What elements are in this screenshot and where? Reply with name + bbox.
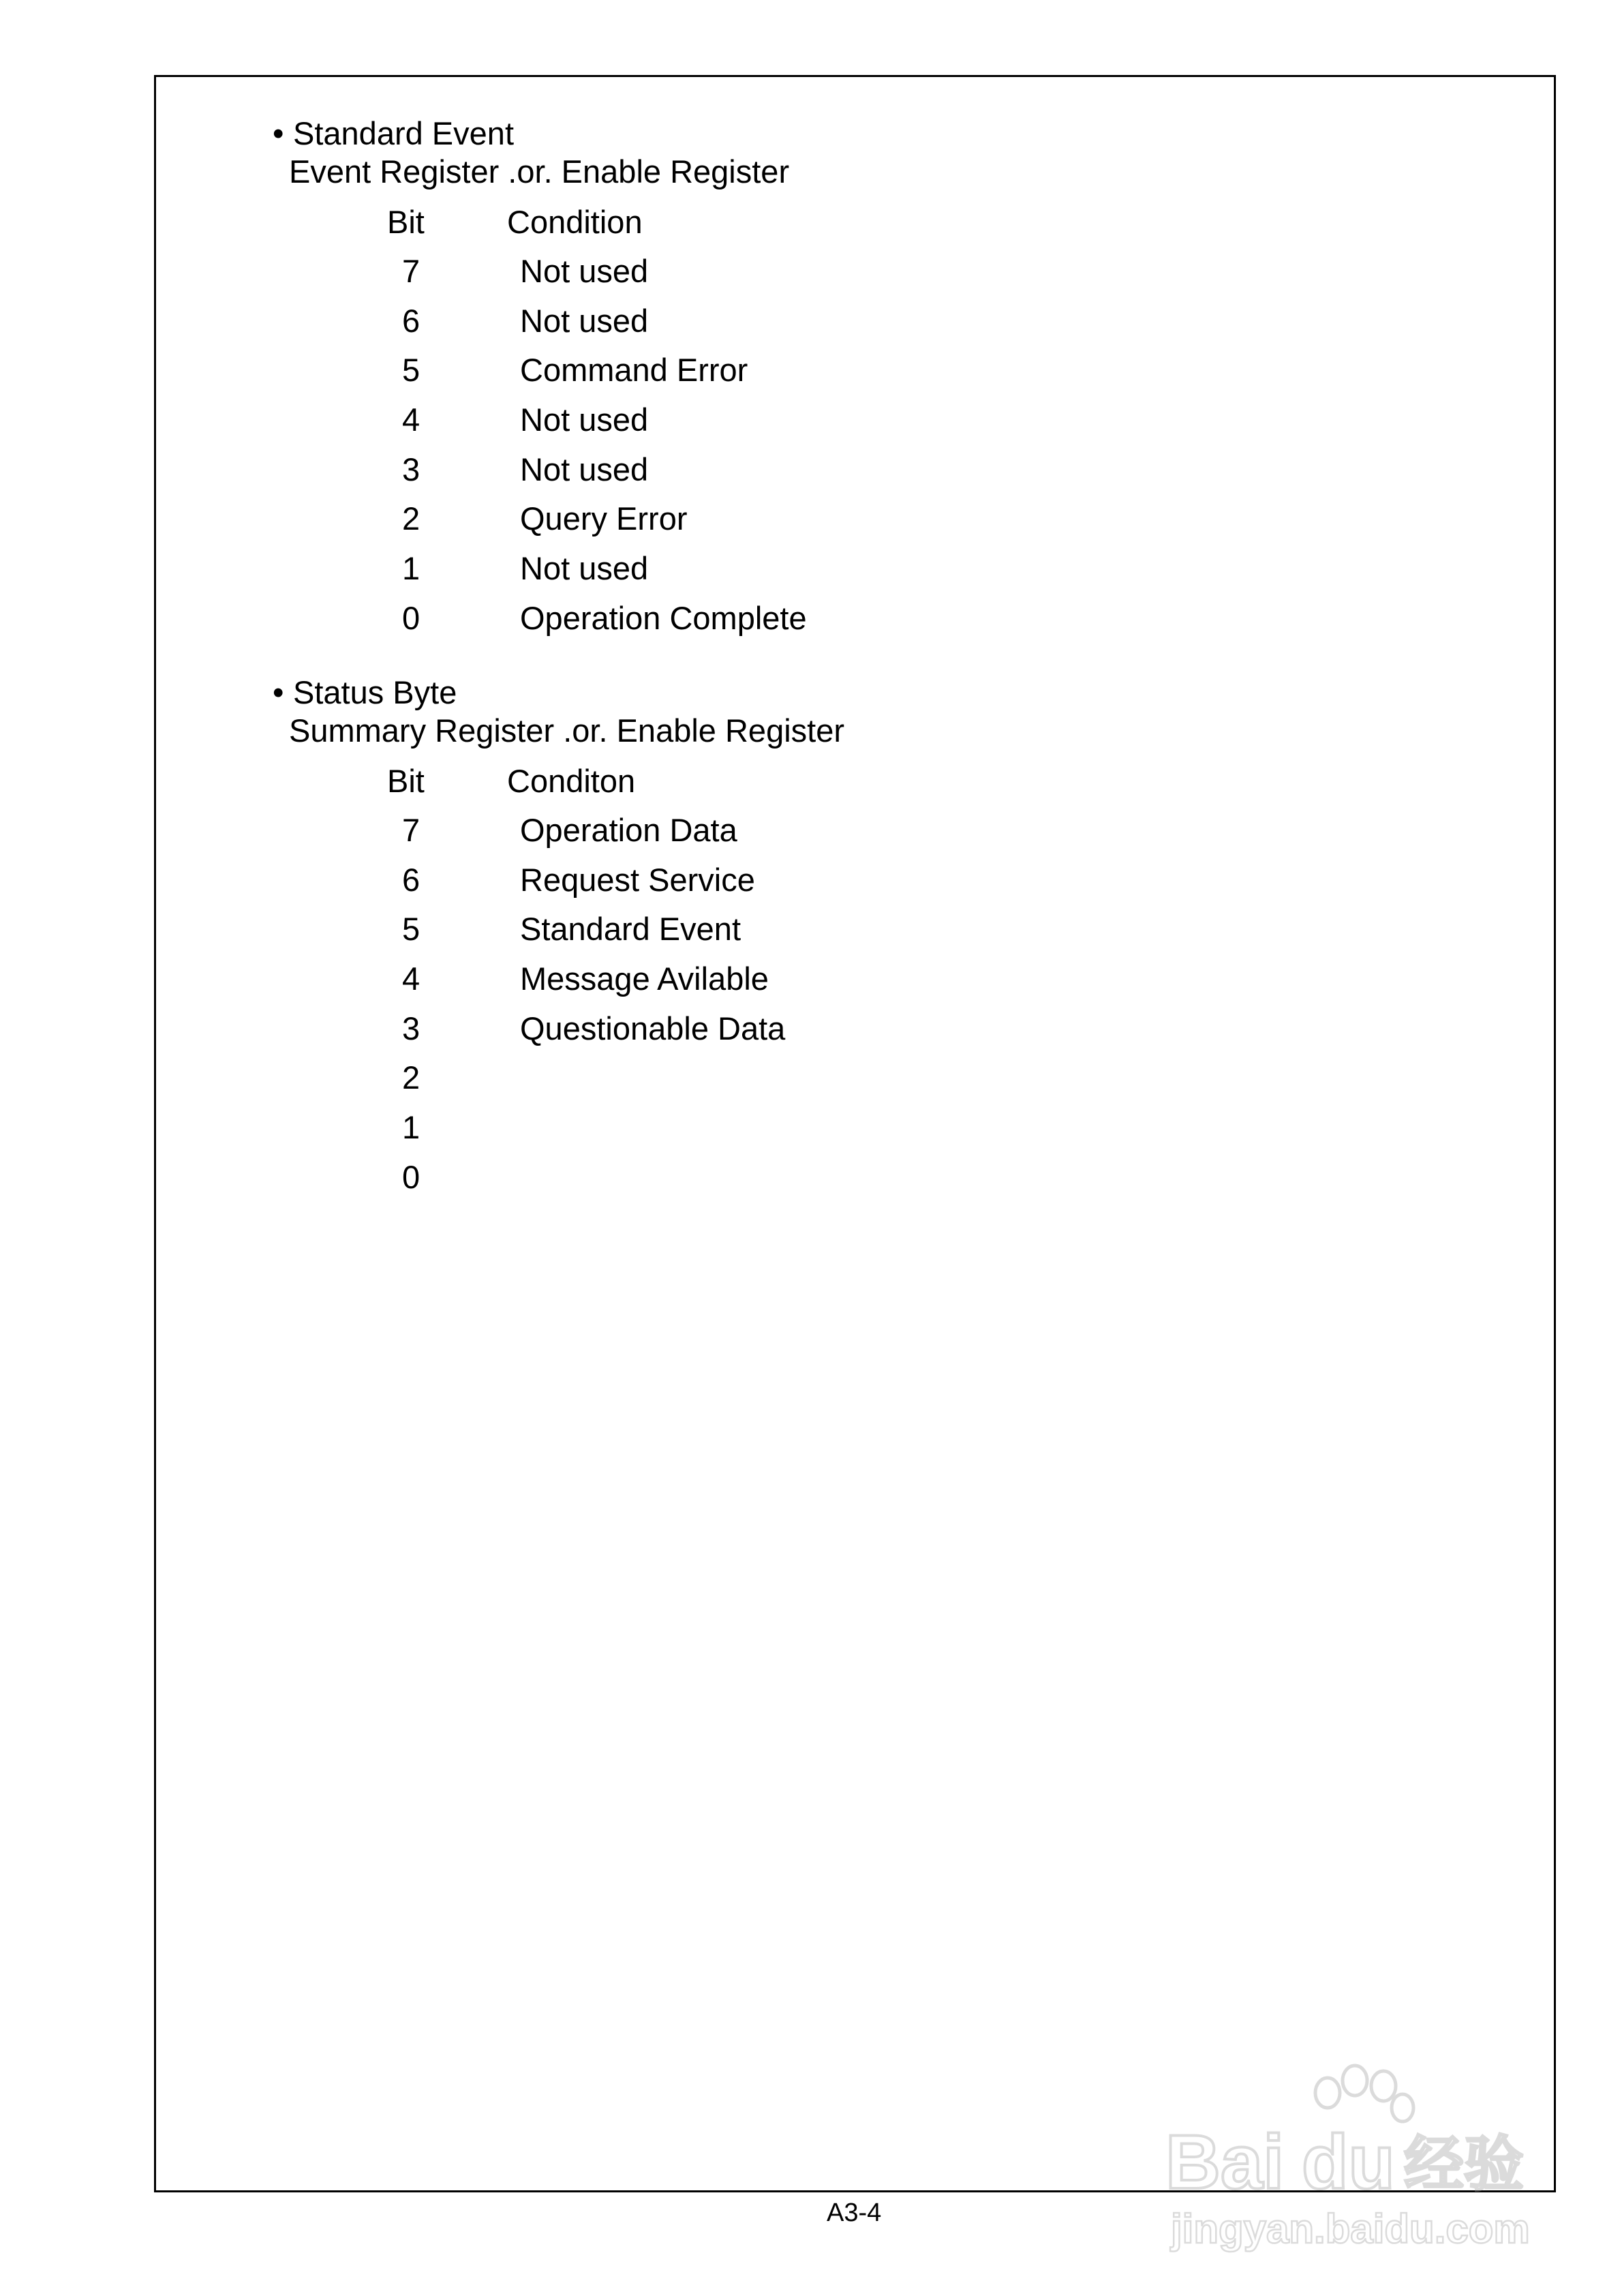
column-header-condition: Condition (507, 204, 643, 240)
bit-value: 6 (402, 861, 420, 898)
condition-value: Not used (520, 302, 649, 339)
bit-value: 5 (402, 911, 420, 948)
condition-value: Message Avilable (520, 961, 769, 997)
status-byte-section (273, 674, 1159, 1203)
condition-value: Standard Event (520, 911, 741, 948)
section-heading (273, 115, 1159, 153)
table-row (273, 1053, 1159, 1103)
baidu-jingyan-watermark (1159, 2052, 1540, 2256)
table-header (273, 198, 1159, 247)
table-row (273, 445, 1159, 495)
table-row (273, 806, 1159, 856)
condition-value: Not used (520, 253, 649, 289)
condition-value: Operation Data (520, 812, 737, 848)
bit-value: 4 (402, 961, 420, 997)
column-header-bit: Bit (387, 204, 425, 240)
column-header-condition: Conditon (507, 763, 636, 799)
table-row (273, 544, 1159, 594)
table-row (273, 346, 1159, 395)
bit-value: 7 (402, 253, 420, 289)
standard-event-section (273, 115, 1159, 644)
table-row (273, 1153, 1159, 1203)
condition-value: Operation Complete (520, 599, 807, 636)
table-row (273, 1103, 1159, 1153)
svg-text:du: du (1302, 2119, 1395, 2205)
section-title: Standard Event (293, 115, 514, 151)
section-title: Status Byte (293, 674, 457, 710)
section-subtitle: Event Register .or. Enable Register (289, 153, 790, 190)
condition-value: Query Error (520, 500, 688, 537)
table-header (273, 757, 1159, 806)
bit-value: 3 (402, 1010, 420, 1046)
bit-value: 7 (402, 812, 420, 848)
bit-value: 4 (402, 402, 420, 438)
table-row (273, 297, 1159, 346)
bit-value: 6 (402, 302, 420, 339)
table-row (273, 594, 1159, 644)
table-row (273, 856, 1159, 905)
bit-value: 0 (402, 599, 420, 636)
table-row (273, 247, 1159, 297)
section-heading (273, 674, 1159, 712)
condition-value: Not used (520, 451, 649, 487)
bit-value: 0 (402, 1158, 420, 1195)
table-row (273, 905, 1159, 954)
svg-text:经验: 经验 (1404, 2129, 1525, 2199)
condition-value: Not used (520, 550, 649, 587)
condition-value: Request Service (520, 861, 755, 898)
condition-value: Not used (520, 402, 649, 438)
bit-value: 2 (402, 500, 420, 537)
bit-value: 3 (402, 451, 420, 487)
table-row (273, 395, 1159, 445)
bullet: • (273, 115, 284, 151)
table-row (273, 494, 1159, 544)
bit-value: 1 (402, 1109, 420, 1146)
section-subtitle: Summary Register .or. Enable Register (289, 712, 844, 749)
condition-value: Questionable Data (520, 1010, 786, 1046)
table-row (273, 954, 1159, 1004)
table-row (273, 1004, 1159, 1054)
svg-text:Bai: Bai (1165, 2119, 1285, 2205)
svg-text:jingyan.baidu.com: jingyan.baidu.com (1171, 2206, 1530, 2252)
bit-value: 5 (402, 352, 420, 389)
bullet: • (273, 674, 284, 710)
bit-value: 1 (402, 550, 420, 587)
column-header-bit: Bit (387, 763, 425, 799)
page-number: A3-4 (827, 2199, 882, 2227)
condition-value: Command Error (520, 352, 748, 389)
paw-icon (1315, 2066, 1413, 2121)
bit-value: 2 (402, 1059, 420, 1096)
